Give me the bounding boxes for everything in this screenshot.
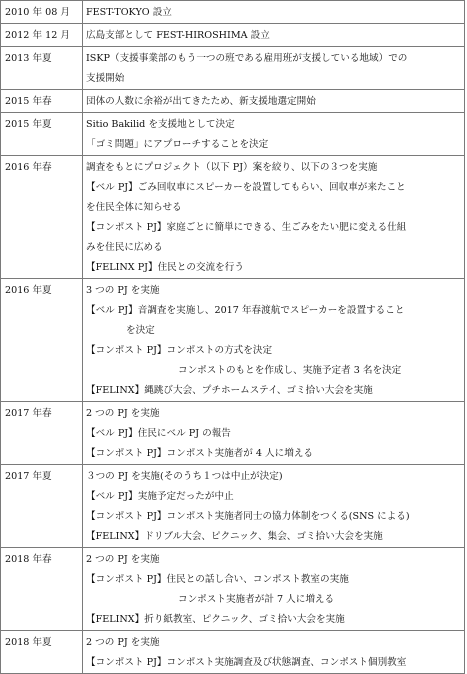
history-row xyxy=(1,47,465,90)
date-cell: 2017 年夏 xyxy=(1,465,83,548)
date-cell: 2010 年 08 月 xyxy=(1,1,83,24)
event-cell xyxy=(83,24,465,47)
event-line: みを住民に広める xyxy=(86,242,163,253)
history-row xyxy=(1,90,465,113)
event-line: を住民全体に知らせる xyxy=(86,202,182,213)
event-line: Sitio Bakilid を支援地として決定 xyxy=(86,119,235,130)
event-line: 2 つの PJ を実施 xyxy=(86,554,160,565)
event-cell xyxy=(83,279,465,402)
event-line: 【FELINX】ドリブル大会、ピクニック、集会、ゴミ拾い大会を実施 xyxy=(86,531,383,542)
event-line: 2 つの PJ を実施 xyxy=(86,408,160,419)
event-cell xyxy=(83,47,465,90)
date-cell: 2018 年春 xyxy=(1,548,83,631)
event-cell xyxy=(83,402,465,465)
history-row xyxy=(1,631,465,674)
event-cell xyxy=(83,1,465,24)
date-cell: 2016 年夏 xyxy=(1,279,83,402)
event-line: FEST-TOKYO 設立 xyxy=(86,7,172,18)
date-cell: 2015 年春 xyxy=(1,90,83,113)
event-line: コンポストのもとを作成し、実施予定者 3 名を決定 xyxy=(178,365,402,376)
event-cell xyxy=(83,548,465,631)
event-line: 【FELINX PJ】住民との交流を行う xyxy=(86,262,244,273)
event-line: 【FELINX】折り紙教室、ピクニック、ゴミ拾い大会を実施 xyxy=(86,614,345,625)
date-cell: 2018 年夏 xyxy=(1,631,83,674)
event-line: 広島支部として FEST-HIROSHIMA 設立 xyxy=(86,30,270,41)
event-line: 2 つの PJ を実施 xyxy=(86,637,160,648)
event-cell xyxy=(83,90,465,113)
event-line: 【ベル PJ】音調査を実施し、2017 年春渡航でスピーカーを設置すること xyxy=(86,305,405,316)
event-line: 【FELINX】縄跳び大会、プチホームステイ、ゴミ拾い大会を実施 xyxy=(86,385,373,396)
history-row xyxy=(1,24,465,47)
event-line: ISKP（支援事業部のもう一つの班である雇用班が支援している地域）での xyxy=(86,53,408,64)
history-row xyxy=(1,465,465,548)
event-cell xyxy=(83,156,465,279)
event-line: 【コンポスト PJ】コンポスト実施調査及び状態調査、コンポスト個別教室 xyxy=(86,657,407,668)
history-table-body xyxy=(1,1,465,674)
event-line: 団体の人数に余裕が出てきたため、新支援地選定開始 xyxy=(86,96,316,107)
history-row xyxy=(1,279,465,402)
history-row xyxy=(1,402,465,465)
date-cell: 2017 年春 xyxy=(1,402,83,465)
history-row xyxy=(1,156,465,279)
event-line: 3 つの PJ を実施 xyxy=(86,285,160,296)
event-line: 【コンポスト PJ】コンポストの方式を決定 xyxy=(86,345,273,356)
event-line: 「ゴミ問題」にアプローチすることを決定 xyxy=(86,139,269,150)
event-line: 【コンポスト PJ】家庭ごとに簡単にできる、生ごみをたい肥に変える仕組 xyxy=(86,222,407,233)
event-cell xyxy=(83,113,465,156)
event-line: を決定 xyxy=(126,325,155,336)
event-line: 調査をもとにプロジェクト（以下 PJ）案を絞り、以下の３つを実施 xyxy=(86,162,378,173)
event-line: 【コンポスト PJ】コンポスト実施者が 4 人に増える xyxy=(86,448,314,459)
date-cell: 2012 年 12 月 xyxy=(1,24,83,47)
event-line: 【コンポスト PJ】コンポスト実施者同士の協力体制をつくる(SNS による) xyxy=(86,511,410,522)
event-line: 【ベル PJ】住民にベル PJ の報告 xyxy=(86,428,231,439)
date-cell: 2013 年夏 xyxy=(1,47,83,90)
event-line: 支援開始 xyxy=(86,73,125,84)
event-line: 【ベル PJ】ごみ回収車にスピーカーを設置してもらい、回収車が来たこと xyxy=(86,182,406,193)
history-row xyxy=(1,113,465,156)
event-cell xyxy=(83,465,465,548)
event-line: ３つの PJ を実施(そのうち１つは中止が決定) xyxy=(86,471,283,482)
event-cell xyxy=(83,631,465,674)
date-cell: 2016 年春 xyxy=(1,156,83,279)
history-row xyxy=(1,548,465,631)
event-line: 【ベル PJ】実施予定だったが中止 xyxy=(86,491,234,502)
date-cell: 2015 年夏 xyxy=(1,113,83,156)
event-line: コンポスト実施者が計 7 人に増える xyxy=(178,594,335,605)
history-row xyxy=(1,1,465,24)
event-line: 【コンポスト PJ】住民との話し合い、コンポスト教室の実施 xyxy=(86,574,349,585)
